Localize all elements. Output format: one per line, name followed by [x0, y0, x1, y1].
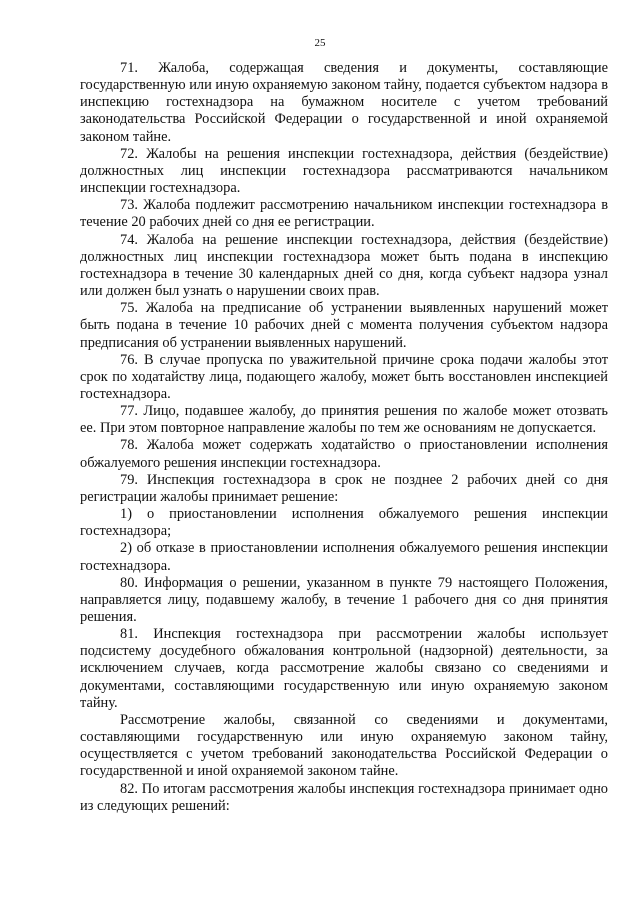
- paragraph-71: 71. Жалоба, содержащая сведения и документы, составляющие государственную или иную охраняемую законом тайну, подается субъектом надзора в инспекцию гостехнадзора на бумажном носителе с учетом требований законодательства Российской Федерации о государственной и иной охраняемой законом тайне.: [80, 60, 608, 145]
- paragraph-79-item-2: 2) об отказе в приостановлении исполнения обжалуемого решения инспекции гостехнадзора.: [80, 540, 608, 574]
- paragraph-76: 76. В случае пропуска по уважительной причине срока подачи жалобы этот срок по ходатайству лица, подающего жалобу, может быть восстановлен инспекцией гостехнадзора.: [80, 351, 608, 402]
- paragraph-79: 79. Инспекция гостехнадзора в срок не позднее 2 рабочих дней со дня регистрации жалобы принимает решение:: [80, 471, 608, 505]
- paragraph-80: 80. Информация о решении, указанном в пункте 79 настоящего Положения, направляется лицу, подавшему жалобу, в течение 1 рабочего дня со дня принятия решения.: [80, 574, 608, 625]
- document-body: [80, 60, 608, 815]
- paragraph-79-item-1: 1) о приостановлении исполнения обжалуемого решения инспекции гостехнадзора;: [80, 506, 608, 540]
- paragraph-81-continuation: Рассмотрение жалобы, связанной со сведениями и документами, составляющими государственную или иную охраняемую законом тайну, осуществляется с учетом требований законодательства Российской Федерации о государственной и иной охраняемой законом тайне.: [80, 711, 608, 780]
- paragraph-72: 72. Жалобы на решения инспекции гостехнадзора, действия (бездействие) должностных лиц инспекции гостехнадзора рассматриваются начальником инспекции гостехнадзора.: [80, 145, 608, 197]
- paragraph-81: 81. Инспекция гостехнадзора при рассмотрении жалобы использует подсистему досудебного обжалования контрольной (надзорной) деятельности, за исключением случаев, когда рассмотрение жалобы связано со сведениями и документами, составляющими государственную или иную охраняемую законом тайну.: [80, 626, 608, 711]
- paragraph-73: 73. Жалоба подлежит рассмотрению начальником инспекции гостехнадзора в течение 20 рабочих дней со дня ее регистрации.: [80, 197, 608, 231]
- paragraph-75: 75. Жалоба на предписание об устранении выявленных нарушений может быть подана в течение 10 рабочих дней с момента получения субъектом надзора предписания об устранении выявленных нарушений.: [80, 300, 608, 351]
- paragraph-82: 82. По итогам рассмотрения жалобы инспекция гостехнадзора принимает одно из следующих решений:: [80, 780, 608, 814]
- paragraph-77: 77. Лицо, подавшее жалобу, до принятия решения по жалобе может отозвать ее. При этом повторное направление жалобы по тем же основаниям не допускается.: [80, 403, 608, 437]
- paragraph-74: 74. Жалоба на решение инспекции гостехнадзора, действия (бездействие) должностных лиц инспекции гостехнадзора может быть подана в инспекцию гостехнадзора в течение 30 календарных дней со дня, когда субъект надзора узнал или должен был узнать о нарушении своих прав.: [80, 231, 608, 300]
- page-number: 25: [314, 37, 326, 49]
- paragraph-78: 78. Жалоба может содержать ходатайство о приостановлении исполнения обжалуемого решения инспекции гостехнадзора.: [80, 437, 608, 471]
